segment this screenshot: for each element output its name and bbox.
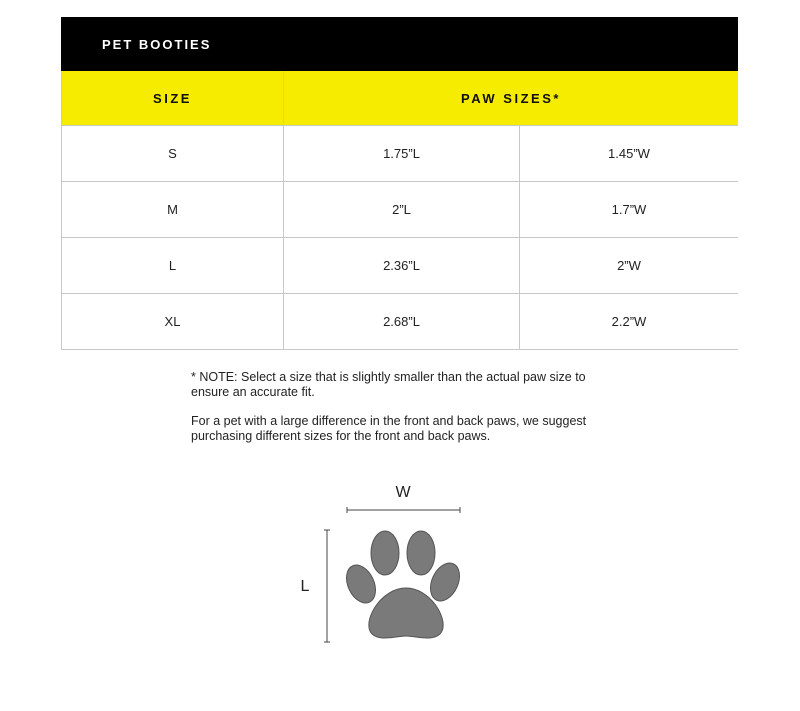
- table-row: [61, 126, 738, 182]
- paw-toe-inner-left: [371, 531, 399, 575]
- paw-toe-inner-right: [407, 531, 435, 575]
- header-row: [61, 71, 738, 125]
- table-body: [61, 125, 738, 350]
- front-back-note: For a pet with a large difference in the front and back paws, we suggest purchasing different sizes for the front and back paws.: [191, 414, 587, 443]
- size-cell: L: [62, 238, 284, 293]
- size-cell: S: [62, 126, 284, 181]
- width-label: W: [395, 484, 411, 501]
- length-cell: 1.75”L: [284, 126, 520, 181]
- notes: [191, 370, 621, 458]
- width-cell: 1.7”W: [611, 202, 647, 217]
- width-cell: 1.45”W: [608, 146, 650, 161]
- chart-title: PET BOOTIES: [61, 17, 738, 71]
- size-cell: M: [62, 182, 284, 237]
- size-chart: [61, 17, 738, 350]
- table-row: [61, 294, 738, 350]
- width-cell: 2”W: [617, 258, 641, 273]
- paw-sizes-column-header: PAW SIZES*: [461, 90, 561, 106]
- length-cell: 2”L: [284, 182, 520, 237]
- length-cell: 2.36”L: [284, 238, 520, 293]
- fit-note: * NOTE: Select a size that is slightly smaller than the actual paw size to ensure an accurate fit.: [191, 370, 586, 399]
- size-cell: XL: [62, 294, 284, 349]
- size-column-header: SIZE: [62, 71, 284, 125]
- paw-measure-diagram: [290, 478, 490, 658]
- table-row: [61, 238, 738, 294]
- width-cell: 2.2”W: [611, 314, 647, 329]
- length-cell: 2.68”L: [284, 294, 520, 349]
- length-label: L: [300, 578, 310, 595]
- paw-icon: [341, 531, 465, 638]
- table-row: [61, 182, 738, 238]
